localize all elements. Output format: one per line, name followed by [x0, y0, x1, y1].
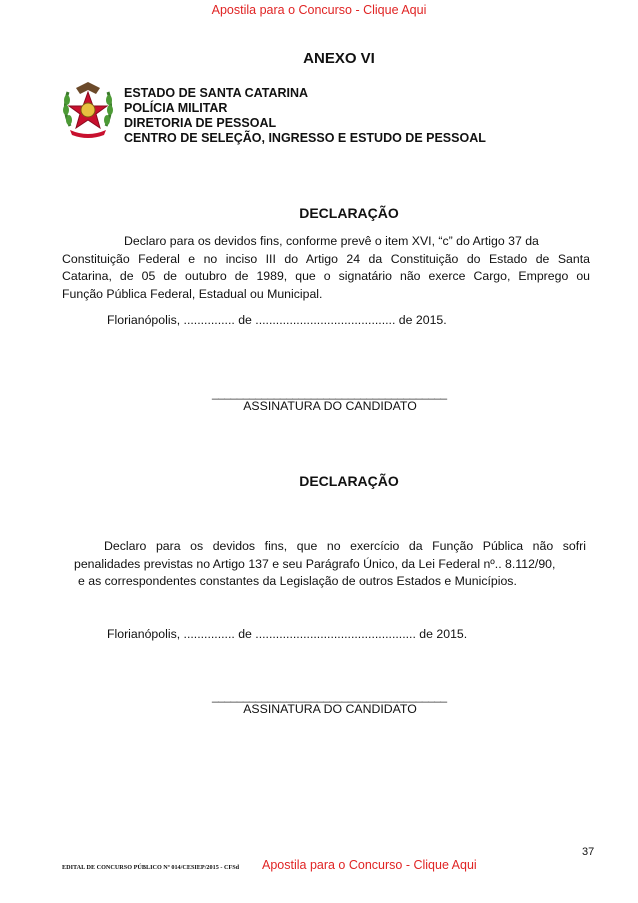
declaration-1-line: Declaro para os devidos fins, conforme prevê o item XVI, “c” do Artigo 37 da	[124, 234, 539, 248]
declaration-1-date-line: Florianópolis, ............... de ......................................... de 2015.	[107, 313, 447, 327]
declaration-1-title: DECLARAÇÃO	[299, 205, 399, 221]
header-course-link[interactable]: Apostila para o Concurso - Clique Aqui	[211, 3, 427, 17]
footer-course-link[interactable]: Apostila para o Concurso - Clique Aqui	[262, 858, 477, 872]
declaration-1-signature-label: ASSINATURA DO CANDIDATO	[243, 399, 417, 413]
coat-of-arms-icon	[60, 78, 116, 140]
footer-edital-reference: EDITAL DE CONCURSO PÚBLICO Nº 014/CESIEP/2015 - CFSd	[62, 864, 240, 871]
declaration-2-line: Declaro para os devidos fins, que no exercício da Função Pública não sofri	[104, 539, 586, 553]
declaration-2-date-line: Florianópolis, ............... de ............................................... de 2015.	[107, 627, 468, 641]
declaration-1-line: Função Pública Federal, Estadual ou Municipal.	[62, 286, 323, 301]
org-line-center: CENTRO DE SELEÇÃO, INGRESSO E ESTUDO DE PESSOAL	[124, 131, 486, 145]
page-number: 37	[582, 846, 595, 858]
declaration-1-text	[62, 233, 590, 303]
declaration-2-signature-label: ASSINATURA DO CANDIDATO	[243, 702, 417, 716]
declaration-2-signature-line: ______________________________________	[212, 689, 447, 703]
org-line-police: POLÍCIA MILITAR	[124, 101, 228, 115]
declaration-2-line: penalidades previstas no Artigo 137 e seu Parágrafo Único, da Lei Federal nº.. 8.112/90,	[74, 556, 556, 571]
declaration-2-title: DECLARAÇÃO	[299, 473, 399, 489]
org-line-directorate: DIRETORIA DE PESSOAL	[124, 116, 277, 130]
declaration-1-signature-line: ______________________________________	[212, 386, 447, 400]
declaration-1-line: Catarina, de 05 de outubro de 1989, que o signatário não exerce Cargo, Emprego ou	[62, 269, 590, 283]
declaration-2-line: e as correspondentes constantes da Legislação de outros Estados e Municípios.	[78, 574, 517, 588]
declaration-2-text	[74, 538, 586, 591]
org-line-state: ESTADO DE SANTA CATARINA	[124, 86, 309, 100]
declaration-1-line: Constituição Federal e no inciso III do Artigo 24 da Constituição do Estado de Santa	[62, 251, 590, 266]
annex-title: ANEXO VI	[303, 50, 375, 67]
